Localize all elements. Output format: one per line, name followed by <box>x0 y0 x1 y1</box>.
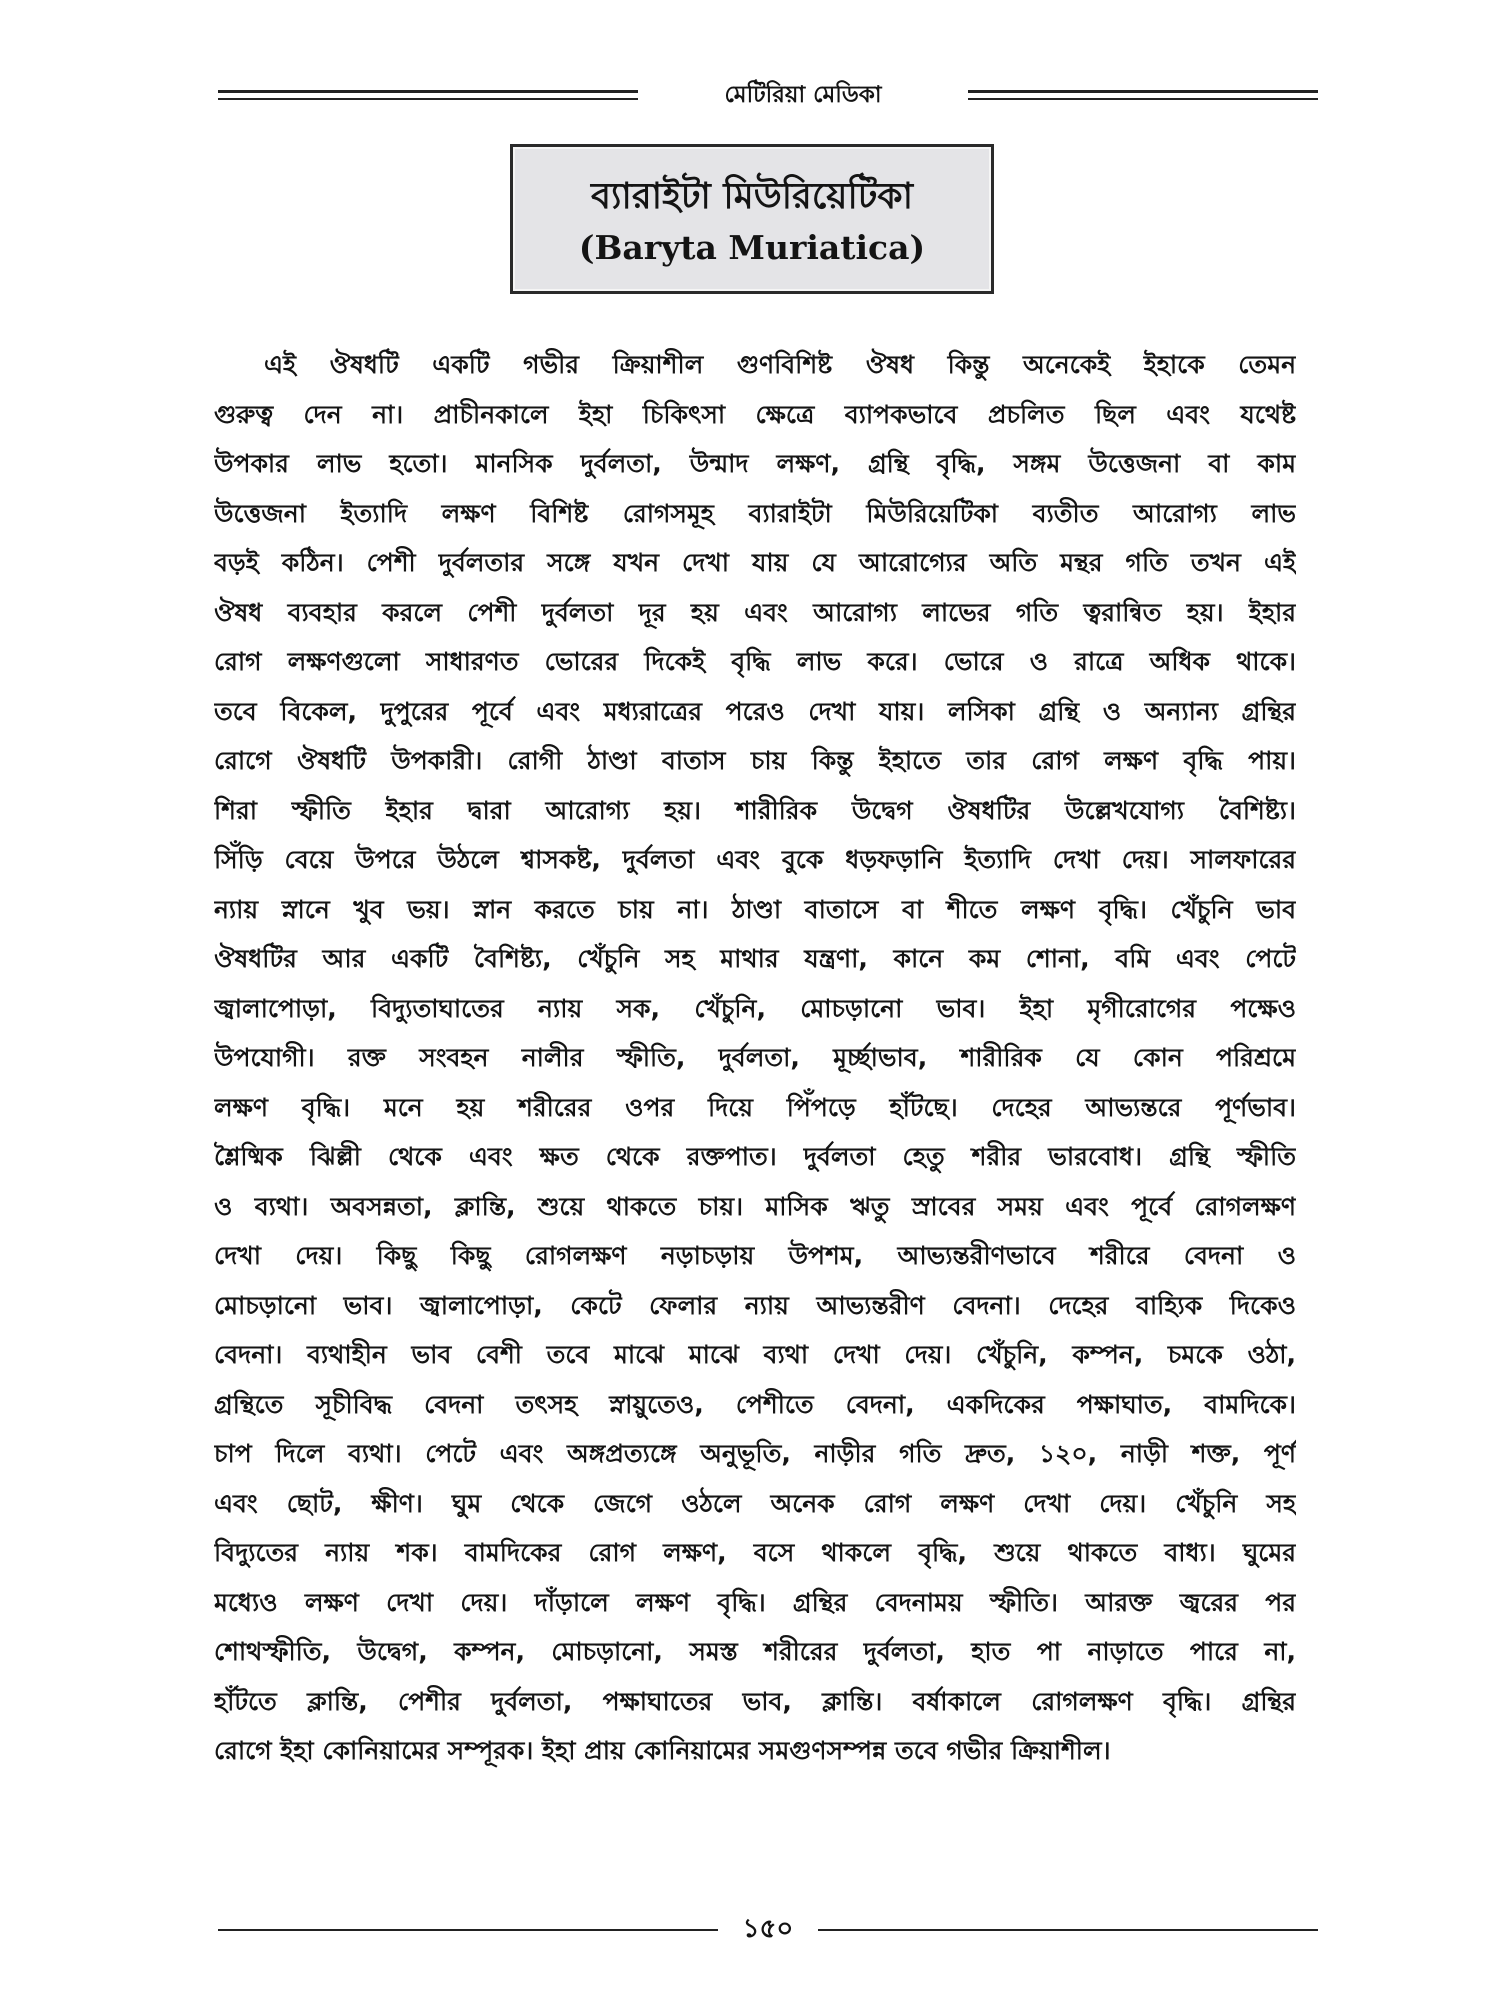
text-line: ঔষধটির আর একটি বৈশিষ্ট্য, খেঁচুনি সহ মাথার যন্ত্রণা, কানে কম শোনা, বমি এবং পেটে <box>214 944 1296 973</box>
text-line: গ্রন্থিতে সূচীবিদ্ধ বেদনা তৎসহ স্নায়ুতেও, পেশীতে বেদনা, একদিকের পক্ষাঘাত, বামদিকে। <box>214 1389 1296 1419</box>
text-line: রোগে ঔষধটি উপকারী। রোগী ঠাণ্ডা বাতাস চায় কিন্তু ইহাতে তার রোগ লক্ষণ বৃদ্ধি পায়। <box>214 746 1296 775</box>
text-line: শিরা স্ফীতি ইহার দ্বারা আরোগ্য হয়। শারীরিক উদ্বেগ ঔষধটির উল্লেখযোগ্য বৈশিষ্ট্য। <box>214 795 1296 825</box>
text-line: এই ঔষধটি একটি গভীর ক্রিয়াশীল গুণবিশিষ্ট ঔষধ কিন্তু অনেকেই ইহাকে তেমন <box>264 350 1296 379</box>
body-paragraph <box>214 340 1296 1776</box>
text-line: রোগ লক্ষণগুলো সাধারণত ভোরের দিকেই বৃদ্ধি লাভ করে। ভোরে ও রাত্রে অধিক থাকে। <box>214 647 1296 676</box>
text-line: ও ব্যথা। অবসন্নতা, ক্লান্তি, শুয়ে থাকতে চায়। মাসিক ঋতু স্রাবের সময় এবং পূর্বে রোগলক্ষণ <box>214 1191 1296 1221</box>
text-line: বেদনা। ব্যথাহীন ভাব বেশী তবে মাঝে মাঝে ব্যথা দেখা দেয়। খেঁচুনি, কম্পন, চমকে ওঠা, <box>214 1340 1296 1369</box>
text-line: হাঁটতে ক্লান্তি, পেশীর দুর্বলতা, পক্ষাঘাতের ভাব, ক্লান্তি। বর্ষাকালে রোগলক্ষণ বৃদ্ধি। গ্রন্থির <box>214 1686 1296 1716</box>
text-line: দেখা দেয়। কিছু কিছু রোগলক্ষণ নড়াচড়ায় উপশম, আভ্যন্তরীণভাবে শরীরে বেদনা ও <box>214 1241 1296 1270</box>
remedy-title-box <box>510 144 994 294</box>
running-title: মেটিরিয়া মেডিকা <box>724 82 882 108</box>
text-line: চাপ দিলে ব্যথা। পেটে এবং অঙ্গপ্রত্যঙ্গে অনুভূতি, নাড়ীর গতি দ্রুত, ১২০, নাড়ী শক্ত, পূর্ণ <box>214 1439 1296 1468</box>
text-line: বিদ্যুতের ন্যায় শক। বামদিকের রোগ লক্ষণ, বসে থাকলে বৃদ্ধি, শুয়ে থাকতে বাধ্য। ঘুমের <box>214 1538 1296 1567</box>
running-header <box>218 78 1318 114</box>
text-line: বড়ই কঠিন। পেশী দুর্বলতার সঙ্গে যখন দেখা যায় যে আরোগ্যের অতি মন্থর গতি তখন এই <box>214 548 1296 577</box>
text-line: শ্লৈষ্মিক ঝিল্লী থেকে এবং ক্ষত থেকে রক্তপাত। দুর্বলতা হেতু শরীর ভারবোধ। গ্রন্থি স্ফীতি <box>214 1142 1296 1171</box>
remedy-title-english: (Baryta Muriatica) <box>578 228 926 267</box>
text-line: লক্ষণ বৃদ্ধি। মনে হয় শরীরের ওপর দিয়ে পিঁপড়ে হাঁটছে। দেহের আভ্যন্তরে পূর্ণভাব। <box>214 1092 1296 1122</box>
header-rule-right <box>968 90 1318 100</box>
text-line: উত্তেজনা ইত্যাদি লক্ষণ বিশিষ্ট রোগসমূহ ব্যারাইটা মিউরিয়েটিকা ব্যতীত আরোগ্য লাভ <box>214 498 1296 528</box>
text-line: শোথস্ফীতি, উদ্বেগ, কম্পন, মোচড়ানো, সমস্ত শরীরের দুর্বলতা, হাত পা নাড়াতে পারে না, <box>214 1637 1296 1666</box>
footer-rule-right <box>818 1929 1318 1931</box>
header-rule-left <box>218 90 638 100</box>
text-line: জ্বালাপোড়া, বিদ্যুতাঘাতের ন্যায় সক, খেঁচুনি, মোচড়ানো ভাব। ইহা মৃগীরোগের পক্ষেও <box>214 993 1296 1023</box>
text-line: ঔষধ ব্যবহার করলে পেশী দুর্বলতা দূর হয় এবং আরোগ্য লাভের গতি ত্বরান্বিত হয়। ইহার <box>214 597 1296 627</box>
text-line: এবং ছোট, ক্ষীণ। ঘুম থেকে জেগে ওঠলে অনেক রোগ লক্ষণ দেখা দেয়। খেঁচুনি সহ <box>214 1488 1296 1518</box>
text-line: উপযোগী। রক্ত সংবহন নালীর স্ফীতি, দুর্বলতা, মূর্চ্ছাভাব, শারীরিক যে কোন পরিশ্রমে <box>214 1043 1296 1072</box>
text-line: রোগে ইহা কোনিয়ামের সম্পূরক। ইহা প্রায় কোনিয়ামের সমগুণসম্পন্ন তবে গভীর ক্রিয়াশীল। <box>214 1736 1111 1765</box>
text-line: উপকার লাভ হতো। মানসিক দুর্বলতা, উন্মাদ লক্ষণ, গ্রন্থি বৃদ্ধি, সঙ্গম উত্তেজনা বা কাম <box>214 449 1296 478</box>
running-footer <box>218 1910 1318 1950</box>
text-line: ন্যায় স্নানে খুব ভয়। স্নান করতে চায় না। ঠাণ্ডা বাতাসে বা শীতে লক্ষণ বৃদ্ধি। খেঁচুনি ভাব <box>214 894 1296 924</box>
remedy-title-bengali: ব্যারাইটা মিউরিয়েটিকা <box>590 176 914 217</box>
text-line: মধ্যেও লক্ষণ দেখা দেয়। দাঁড়ালে লক্ষণ বৃদ্ধি। গ্রন্থির বেদনাময় স্ফীতি। আরক্ত জ্বরের পর <box>214 1587 1296 1617</box>
text-line: তবে বিকেল, দুপুরের পূর্বে এবং মধ্যরাত্রের পরেও দেখা যায়। লসিকা গ্রন্থি ও অন্যান্য গ্রন্থির <box>214 696 1296 726</box>
page-number: ১৫০ <box>742 1914 794 1944</box>
text-line: গুরুত্ব দেন না। প্রাচীনকালে ইহা চিকিৎসা ক্ষেত্রে ব্যাপকভাবে প্রচলিত ছিল এবং যথেষ্ট <box>214 399 1296 429</box>
text-line: মোচড়ানো ভাব। জ্বালাপোড়া, কেটে ফেলার ন্যায় আভ্যন্তরীণ বেদনা। দেহের বাহ্যিক দিকেও <box>214 1290 1296 1320</box>
text-line: সিঁড়ি বেয়ে উপরে উঠলে শ্বাসকষ্ট, দুর্বলতা এবং বুকে ধড়ফড়ানি ইত্যাদি দেখা দেয়। সালফারের <box>214 845 1296 874</box>
footer-rule-left <box>218 1929 718 1931</box>
